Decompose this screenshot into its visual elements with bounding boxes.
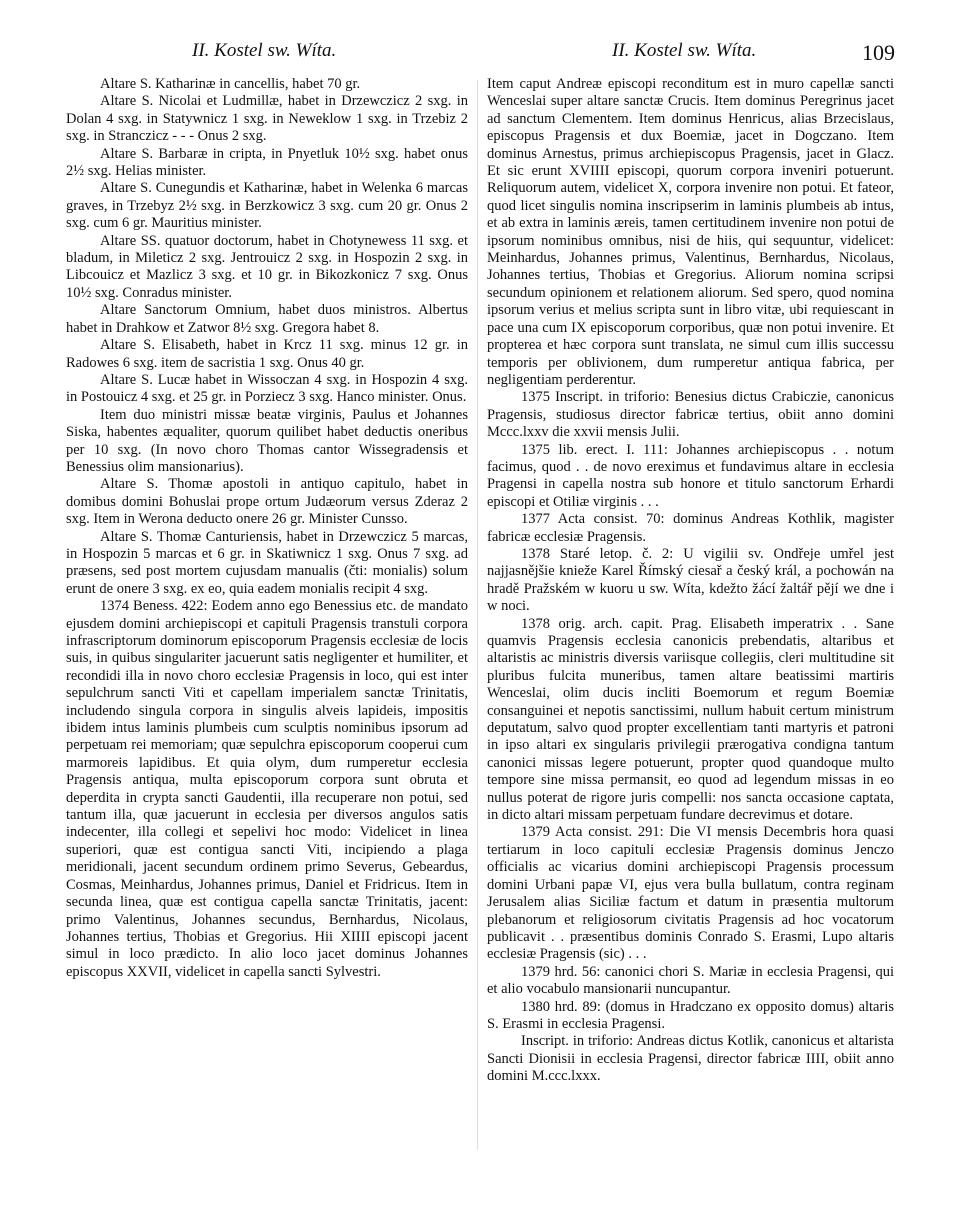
paragraph: Altare Sanctorum Omnium, habet duos ministros. Albertus habet in Drahkow et Zatwor 8½ sxg. Gregora habet 8. — [66, 302, 468, 336]
column-divider — [477, 80, 478, 1150]
paragraph: 1378 orig. arch. capit. Prag. Elisabeth imperatrix . . Sane quamvis Pragensis ecclesia canonicis prebendatis, altaribus et altaristis ac ministris diversis variisque collegiis, cleri multitudine sit pluribus fulcita muneribus, tamen altare beatissimi martiris Wenceslai, olim ducis incliti Boemorum et regum Boemiæ consanguinei et nepotis sanctissimi, nullum habuit certum ministrum deputatum, salvo quod propter excellentiam tanti martyris et patroni in ipso altari ex singularis privilegii prærogativa condigna tantum canonici missas legere potuerunt, propter quod quandoque multo tempore sine missa permansit, eo quod ad legendum missas in eo nullus poterat de rigore juris compelli: nos sancta occasione captata, in dicto altari missam perpetuam fundare decrevimus et dotare. — [487, 615, 894, 824]
right-column — [487, 76, 894, 1086]
paragraph: 1375 lib. erect. I. 111: Johannes archiepiscopus . . notum facimus, quod . . de novo ereximus et fundavimus altare in ecclesia Pragensi in capella nostra sub honore et titulo sanctorum Erhardi episcopi et Otiliæ virginis . . . — [487, 441, 894, 510]
page-number: 109 — [862, 40, 895, 65]
left-column — [66, 76, 468, 981]
paragraph: 1377 Acta consist. 70: dominus Andreas Kothlik, magister fabricæ ecclesiæ Pragensis. — [487, 511, 894, 545]
paragraph: Inscript. in triforio: Andreas dictus Kotlik, canonicus et altarista Sancti Dionisii in ecclesia Pragensi, director fabricæ IIII, obiit anno domini M.ccc.lxxx. — [487, 1033, 894, 1085]
paragraph: 1375 Inscript. in triforio: Benesius dictus Crabiczie, canonicus Pragensis, studiosus director fabricæ tertius, obiit anno domini Mccc.lxxv die xxvii mensis Julii. — [487, 389, 894, 441]
paragraph: Altare S. Katharinæ in cancellis, habet 70 gr. — [100, 76, 361, 92]
running-header-right: II. Kostel sw. Wíta. — [612, 40, 757, 61]
paragraph: Altare S. Thomæ apostoli in antiquo capitulo, habet in domibus domini Bohuslai prope ortum Judæorum versus Zderaz 2 sxg. Item in Werona deducto onere 26 gr. Minister Cunsso. — [66, 476, 468, 528]
paragraph: Altare SS. quatuor doctorum, habet in Chotynewess 11 sxg. et bladum, in Mileticz 2 sxg. Jentrouicz 2 sxg. in Hospozin 2 sxg. in Libcouicz et Mazlicz 3 sxg. et 10 gr. in Bikozkonicz 7 sxg. Onus 10½ sxg. Conradus minister. — [66, 232, 468, 301]
paragraph: 1379 hrd. 56: canonici chori S. Mariæ in ecclesia Pragensi, qui et alio vocabulo mansionarii nuncupantur. — [487, 963, 894, 998]
paragraph: 1379 Acta consist. 291: Die VI mensis Decembris hora quasi tertiarum in loco capituli ecclesiæ Pragensis dominus Jenczo officialis ac vicarius domini archiepiscopi Pragensis processum domini Urbani papæ VI, ejus vera bulla bullatum, contra reginam Jerusalem alias Siciliæ factum et datum in præsentia multorum plebanorum et religiosorum civitatis Pragensis ad hoc vocatorum publicavit . . præsentibus dominis Conrado S. Erasmi, Lupo altaris ecclesiæ Pragensis (sic) . . . — [487, 824, 894, 963]
paragraph: Altare S. Cunegundis et Katharinæ, habet in Welenka 6 marcas graves, in Trzebyz 2½ sxg. in Berzkowicz 3 sxg. cum 20 gr. Onus 2 sxg. cum 6 gr. Mauritius minister. — [66, 180, 468, 232]
paragraph: Altare S. Elisabeth, habet in Krcz 11 sxg. minus 12 gr. in Radowes 6 sxg. item de sacristia 1 sxg. Onus 40 gr. — [66, 337, 468, 371]
paragraph: Altare S. Lucæ habet in Wissoczan 4 sxg. in Hospozin 4 sxg. in Postouicz 4 sxg. et 25 gr. in Porzieсz 3 sxg. Hanco minister. Onus. — [66, 371, 468, 406]
paragraph: 1378 Staré letop. č. 2: U vigilii sv. Ondřeje umřel jest najjasnějšie kniežе Karel Římský ciesař a český král, a pochowán na hradě Pražském w kuoru u sw. Wíta, kdežto žácí žaltář pějí we dne i w noci. — [487, 545, 894, 615]
paragraph: Altare S. Nicolai et Ludmillæ, habet in Drzewczicz 2 sxg. in Dolan 4 sxg. in Statywnicz 1 sxg. in Neweklow 1 sxg. in Trzebiz 2 sxg. in Stranczicz - - - Onus 2 sxg. — [66, 93, 468, 145]
running-header-left: II. Kostel sw. Wíta. — [192, 40, 337, 61]
paragraph: Altare S. Barbaræ in cripta, in Pnyetluk 10½ sxg. habet onus 2½ sxg. Helias minister. — [66, 145, 468, 180]
paragraph: Item duo ministri missæ beatæ virginis, Paulus et Johannes Siska, habentes æqualiter, quorum quilibet habet deductis oneribus per 10 sxg. (In novo choro Thomas cantor Wissegradensis et Benessius olim mansionarius). — [66, 406, 468, 475]
paragraph: 1374 Beness. 422: Eodem anno ego Benessius etc. de mandato ejusdem domini archiepiscopi et capituli Pragensis transtuli corpora infrascriptorum dominorum episcoporum Pragensis ecclesiæ de locis suis, in quibus singulariter jacuerunt satis negligenter et humiliter, et recondidi illa in novo choro ecclesiæ Pragensis in loco, qui est inter sepulchrum sancti Viti et capellam imperialem sanctæ Trinitatis, includendo singula corpora in singulis alveis lapideis, impositis ibidem intus laminis plumbeis cum sculptis nominibus ipsorum ad perpetuam rei memoriam; quæ sepulchra episcoporum cooperui cum marmoreis lapidibus. Et quia olym, dum rumperetur ecclesia Pragensis antiqua, multa episcoporum corpora sunt obruta et deperdita in crypta sancti Gaudentii, illa recuperare non potui, sed tantum illa, quæ jacuerunt in ecclesia per diversos angulos satis indecenter, illa collegi et sepelivi hoc modo: Videlicet in linea superiori, quæ est contigua sancti Viti, incipiendo a plaga meridionali, jacent secundum ordinem primo Severus, Gebeardus, Cosmas, Meinhardus, Johannes primus, Daniel et Fridricus. Item in secunda linea, quæ est contigua capella sanctæ Trinitatis, jacent: primo Valentinus, Johannes secundus, Bernhardus, Nicolaus, Johannes tertius, Thobias et Gregorius. Hii XIIII episcopi jacent simul in loco prædicto. In alio loco jacet dominus Johannes episcopus XXVII, videlicet in capella sancti Sylvestri. — [66, 598, 468, 980]
paragraph: Altare S. Thomæ Canturiensis, habet in Drzewczicz 5 marcas, in Hospozin 5 marcas et 6 gr. in Skatiwnicz 1 sxg. Onus 7 sxg. ad præsens, sed post mortem cujusdam manualis (čti: monialis) solum erunt de onere 3 sxg. ex eo, quia eadem monialis recipit 4 sxg. — [66, 528, 468, 597]
paragraph: 1380 hrd. 89: (domus in Hradczano ex opposito domus) altaris S. Erasmi in ecclesia Pragensi. — [487, 998, 894, 1032]
paragraph: Item caput Andreæ episcopi reconditum est in muro capellæ sancti Wenceslai super altare sanctæ Crucis. Item dominus Peregrinus jacet ad sanctum Clementem. Item dominus Henricus, alias Brzecislaus, episcopus Pragensis et dux Boemiæ, jacet in Dogczano. Item dominus Arnestus, primus archiepiscopus Pragensis, jacet in Glacz. Et sic erunt XVIIII episcopi, quorum corpora inveniri potuerunt. Reliquorum autem, videlicet X, corpora invenire non potui. Et fateor, quod licet singulis nomina inscripserim in laminis plumbeis ab intus, et ab extra in laminis æreis, tamen certitudinem invenire non potui de ipsorum nominibus omnibus, nisi de hiis, qui sequuntur, videlicet: Meinhardus, Johannes primus, Valentinus, Bernhardus, Nicolaus, Johannes tertius, Thobias et Gregorius. Aliorum nomina scripsi secundum opinionem et relationem aliorum. Sed spero, quod nomina ipsorum verius et melius scripta sunt in libro vitæ, ubi requiescant in pace una cum IX episcoporum corporibus, quæ non potui invenire. Et propterea et hæc corpora sunt translata, ne simul cum illis successu temporis per oblivionem, dum rumperetur antiqua fabrica, per negligentiam perderentur. — [487, 76, 894, 388]
